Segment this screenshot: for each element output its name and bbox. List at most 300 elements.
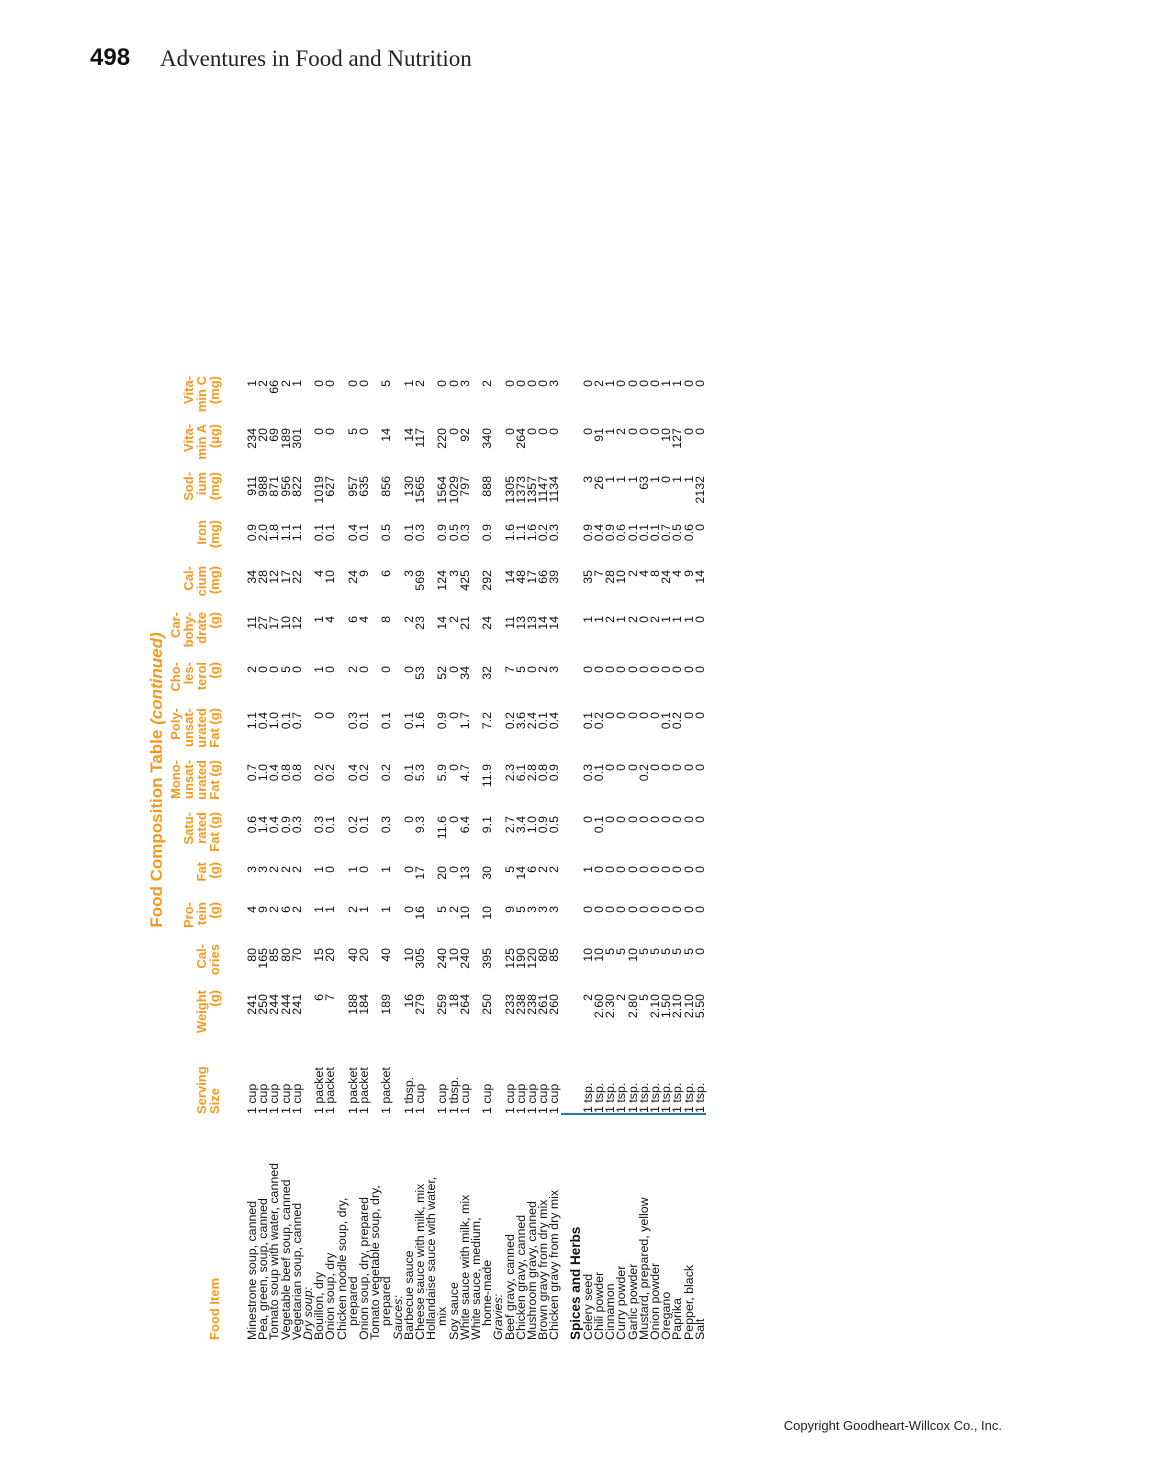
value-cell: 2 bbox=[603, 616, 618, 623]
food-item-cell: Pepper, black bbox=[681, 1264, 696, 1340]
value-cell: 0 bbox=[603, 816, 618, 823]
serving-size-cell: 1 cup bbox=[457, 1083, 472, 1114]
table-row bbox=[337, 374, 348, 1340]
table-row bbox=[684, 374, 695, 1340]
value-cell: 35 bbox=[580, 570, 595, 584]
value-cell: 5 bbox=[513, 906, 528, 913]
value-cell: 0.4 bbox=[547, 712, 562, 730]
book-title: Adventures in Food and Nutrition bbox=[160, 46, 472, 71]
value-cell: 0 bbox=[659, 764, 674, 771]
value-cell: 1 bbox=[312, 906, 327, 913]
value-cell: 2 bbox=[480, 380, 495, 387]
value-cell: 0 bbox=[614, 816, 629, 823]
value-cell: 0 bbox=[614, 764, 629, 771]
table-row bbox=[303, 374, 314, 1340]
value-cell: 569 bbox=[413, 570, 428, 591]
value-cell: 24 bbox=[480, 616, 495, 630]
value-cell: 0 bbox=[659, 906, 674, 913]
value-cell: 0.9 bbox=[547, 764, 562, 782]
value-cell: 1 bbox=[659, 380, 674, 387]
column-header: Fat (g) bbox=[194, 862, 222, 882]
value-cell: 0 bbox=[446, 816, 461, 823]
value-cell: 24 bbox=[659, 570, 674, 584]
value-cell: 1 bbox=[670, 476, 685, 483]
value-cell: 12 bbox=[289, 616, 304, 630]
value-cell: 0 bbox=[681, 666, 696, 673]
value-cell: 2.7 bbox=[502, 816, 517, 834]
value-cell: 0 bbox=[603, 906, 618, 913]
value-cell: 797 bbox=[457, 476, 472, 497]
value-cell: 888 bbox=[480, 476, 495, 497]
value-cell: 0 bbox=[647, 428, 662, 435]
value-cell: 14 bbox=[401, 428, 416, 442]
value-cell: 2 bbox=[536, 666, 551, 673]
value-cell: 305 bbox=[413, 948, 428, 969]
value-cell: 0 bbox=[580, 428, 595, 435]
value-cell: 0 bbox=[446, 428, 461, 435]
value-cell: 52 bbox=[435, 666, 450, 680]
value-cell: 2 bbox=[547, 866, 562, 873]
value-cell: 20 bbox=[323, 948, 338, 962]
value-cell: 0 bbox=[357, 428, 372, 435]
column-header: Mono-unsat-urated Fat (g) bbox=[168, 760, 222, 800]
value-cell: 0.1 bbox=[625, 524, 640, 542]
value-cell: 8 bbox=[647, 570, 662, 577]
value-cell: 20 bbox=[435, 866, 450, 880]
column-header: Cal-ories bbox=[194, 944, 222, 976]
food-item-cell: Cheese sauce with milk, mix bbox=[413, 1183, 428, 1340]
food-item-cell: Dry soup: bbox=[301, 1286, 316, 1340]
value-cell: 3 bbox=[547, 666, 562, 673]
value-cell: 0 bbox=[323, 712, 338, 719]
value-cell: 0.8 bbox=[278, 764, 293, 782]
value-cell: 2 bbox=[446, 616, 461, 623]
value-cell: 0 bbox=[659, 866, 674, 873]
value-cell: 2.0 bbox=[256, 524, 271, 542]
value-cell: 4 bbox=[245, 906, 259, 913]
value-cell: 0 bbox=[603, 666, 618, 673]
value-cell: 0 bbox=[636, 816, 651, 823]
value-cell: 14 bbox=[513, 866, 528, 880]
value-cell: 0 bbox=[625, 764, 640, 771]
value-cell: 0.1 bbox=[536, 712, 551, 730]
value-cell: 189 bbox=[379, 994, 394, 1015]
serving-size-cell: 1 cup bbox=[289, 1083, 304, 1114]
food-item-cell: White sauce with milk, mix bbox=[457, 1194, 472, 1340]
value-cell: 16 bbox=[401, 994, 416, 1008]
value-cell: 13 bbox=[525, 616, 540, 630]
value-cell: 5 bbox=[659, 948, 674, 955]
value-cell: 0 bbox=[267, 666, 282, 673]
value-cell: 0 bbox=[636, 380, 651, 387]
serving-size-cell: 1 cup bbox=[267, 1083, 282, 1114]
table-row bbox=[471, 374, 482, 1340]
value-cell: 3 bbox=[580, 476, 595, 483]
value-cell: 0.9 bbox=[536, 816, 551, 834]
table-row bbox=[661, 374, 672, 1340]
value-cell bbox=[561, 610, 583, 660]
value-cell: 0.1 bbox=[278, 712, 293, 730]
value-cell bbox=[561, 758, 583, 810]
table-row bbox=[325, 374, 336, 1340]
table-row bbox=[381, 374, 392, 1340]
value-cell: 0 bbox=[681, 816, 696, 823]
value-cell: 301 bbox=[289, 428, 304, 449]
serving-size-cell: 1 cup bbox=[245, 1083, 259, 1114]
serving-size-cell: 1 packet bbox=[379, 1067, 394, 1114]
value-cell: 0 bbox=[446, 866, 461, 873]
value-cell: 0.2 bbox=[591, 712, 606, 730]
value-cell: 0 bbox=[692, 380, 707, 387]
value-cell: 11 bbox=[245, 616, 259, 629]
value-cell: 3 bbox=[525, 906, 540, 913]
value-cell: 2 bbox=[591, 380, 606, 387]
value-cell: 1029 bbox=[446, 476, 461, 504]
value-cell: 0 bbox=[659, 816, 674, 823]
serving-size-cell: 1 tsp. bbox=[650, 1040, 661, 1114]
value-cell: 1 bbox=[659, 616, 674, 623]
value-cell: 0.1 bbox=[357, 712, 372, 730]
food-item-cell: Minestrone soup, canned bbox=[245, 1200, 259, 1340]
value-cell: 244 bbox=[267, 994, 282, 1015]
value-cell: 0.6 bbox=[245, 816, 259, 834]
value-cell: 5 bbox=[636, 948, 651, 955]
column-header: Poly-unsat-urated Fat (g) bbox=[168, 708, 222, 748]
value-cell: 0.5 bbox=[670, 524, 685, 542]
value-cell: 63 bbox=[636, 476, 651, 490]
value-cell: 264 bbox=[513, 428, 528, 449]
value-cell: 1 bbox=[379, 906, 394, 913]
value-cell bbox=[561, 706, 583, 758]
value-cell bbox=[561, 518, 583, 564]
value-cell: 0 bbox=[681, 380, 696, 387]
value-cell: 7 bbox=[323, 994, 338, 1001]
serving-size-cell: 1 packet bbox=[323, 1067, 338, 1114]
value-cell: 2132 bbox=[692, 476, 707, 504]
value-cell: 188 bbox=[345, 994, 360, 1015]
column-header: Vita-min C (mg) bbox=[181, 376, 222, 413]
value-cell: 3 bbox=[401, 570, 416, 577]
value-cell: 0 bbox=[647, 380, 662, 387]
value-cell: 2 bbox=[580, 994, 595, 1001]
value-cell: 0 bbox=[692, 764, 707, 771]
value-cell: 3 bbox=[547, 906, 562, 913]
table-row bbox=[247, 374, 258, 1340]
serving-size-cell: 1 tsp. bbox=[684, 1040, 695, 1114]
food-item-cell: Onion powder bbox=[647, 1262, 662, 1340]
value-cell: 0 bbox=[603, 866, 618, 873]
serving-size-cell: 1 tsp. bbox=[672, 1040, 683, 1114]
value-cell: 10 bbox=[659, 428, 674, 442]
food-item-cell: Hollandaise sauce with water, bbox=[424, 1176, 439, 1340]
value-cell: 0.2 bbox=[345, 816, 360, 834]
value-cell: 0.4 bbox=[345, 524, 360, 542]
table-row bbox=[549, 374, 560, 1340]
value-cell: 5.3 bbox=[413, 764, 428, 782]
value-cell: 2 bbox=[401, 616, 416, 623]
value-cell: 20 bbox=[256, 428, 271, 442]
value-cell: 91 bbox=[591, 428, 606, 442]
value-cell: 5 bbox=[636, 994, 651, 1001]
table-title-suffix: (continued) bbox=[147, 632, 166, 725]
value-cell: 5 bbox=[435, 906, 450, 913]
value-cell: 1 bbox=[345, 866, 360, 873]
value-cell: 80 bbox=[536, 948, 551, 962]
value-cell: 5 bbox=[278, 666, 293, 673]
value-cell: 0 bbox=[636, 428, 651, 435]
value-cell: 0.7 bbox=[659, 524, 674, 542]
value-cell: 10 bbox=[457, 906, 472, 920]
value-cell: 0 bbox=[536, 380, 551, 387]
value-cell: 259 bbox=[435, 994, 450, 1015]
value-cell: 0.6 bbox=[614, 524, 629, 542]
value-cell: 0.9 bbox=[245, 524, 259, 542]
value-cell: 0.1 bbox=[636, 524, 651, 542]
serving-size-cell: 1 packet bbox=[345, 1067, 360, 1114]
value-cell: 9 bbox=[256, 906, 271, 913]
serving-size-cell: 1 tsp. bbox=[695, 1040, 706, 1114]
value-cell: 2 bbox=[625, 616, 640, 623]
food-item-cell: Mushroom gravy, canned bbox=[525, 1201, 540, 1340]
table-row bbox=[426, 374, 437, 1340]
serving-size-cell bbox=[561, 1040, 583, 1114]
value-cell: 244 bbox=[278, 994, 293, 1015]
value-cell: 10 bbox=[323, 570, 338, 584]
serving-size-cell: 1 cup bbox=[502, 1083, 517, 1114]
value-cell: 10 bbox=[625, 948, 640, 962]
value-cell: 9 bbox=[502, 906, 517, 913]
value-cell bbox=[561, 900, 583, 942]
value-cell: 0 bbox=[614, 712, 629, 719]
page-number: 498 bbox=[90, 44, 131, 71]
value-cell: 0 bbox=[681, 764, 696, 771]
value-cell: 6 bbox=[379, 570, 394, 577]
value-cell: 0.2 bbox=[379, 764, 394, 782]
value-cell: 14 bbox=[379, 428, 394, 442]
value-cell: 2 bbox=[267, 906, 282, 913]
value-cell: 124 bbox=[435, 570, 450, 591]
value-cell: 9.3 bbox=[413, 816, 428, 834]
serving-size-cell: 1 tsp. bbox=[639, 1040, 650, 1114]
value-cell: 5.9 bbox=[435, 764, 450, 782]
value-cell: 0 bbox=[636, 616, 651, 623]
value-cell: 2 bbox=[614, 994, 629, 1001]
value-cell: 0.4 bbox=[267, 816, 282, 834]
value-cell: 395 bbox=[480, 948, 495, 969]
value-cell: 1.0 bbox=[525, 816, 540, 834]
value-cell: 0 bbox=[401, 816, 416, 823]
value-cell: 11 bbox=[502, 616, 517, 629]
value-cell bbox=[561, 660, 583, 706]
value-cell: 0 bbox=[323, 666, 338, 673]
value-cell: 23 bbox=[413, 616, 428, 630]
value-cell: 0.1 bbox=[357, 816, 372, 834]
value-cell: 10 bbox=[614, 570, 629, 584]
value-cell: 14 bbox=[502, 570, 517, 584]
value-cell: 0.3 bbox=[345, 712, 360, 730]
value-cell: 1 bbox=[401, 380, 416, 387]
value-cell: 4 bbox=[636, 570, 651, 577]
value-cell: 988 bbox=[256, 476, 271, 497]
value-cell: 0 bbox=[591, 866, 606, 873]
table-row bbox=[594, 374, 605, 1340]
value-cell: 0 bbox=[502, 428, 517, 435]
value-cell: 0.3 bbox=[457, 524, 472, 542]
value-cell: 0 bbox=[591, 906, 606, 913]
column-header: Car-bohy-drate (g) bbox=[168, 612, 222, 648]
serving-size-cell: 1 tsp. bbox=[594, 1040, 605, 1114]
value-cell: 17 bbox=[413, 866, 428, 880]
serving-size-cell: 1 tbsp. bbox=[401, 1076, 416, 1114]
serving-size-cell: 1 tsp. bbox=[616, 1040, 627, 1114]
table-row bbox=[628, 374, 639, 1340]
value-cell: 5 bbox=[379, 380, 394, 387]
value-cell: 27 bbox=[256, 616, 271, 630]
value-cell: 1 bbox=[289, 380, 304, 387]
value-cell: 0 bbox=[446, 666, 461, 673]
food-item-cell: prepared bbox=[345, 1276, 360, 1326]
value-cell: 6.1 bbox=[513, 764, 528, 782]
serving-size-cell: 1 cup bbox=[278, 1083, 293, 1114]
value-cell: 0 bbox=[681, 906, 696, 913]
value-cell: 2 bbox=[256, 380, 271, 387]
value-cell: 0 bbox=[636, 712, 651, 719]
value-cell: 2 bbox=[267, 866, 282, 873]
value-cell: 0.3 bbox=[580, 764, 595, 782]
value-cell: 2 bbox=[446, 906, 461, 913]
column-header: Sod-ium (mg) bbox=[181, 472, 222, 501]
value-cell: 80 bbox=[278, 948, 293, 962]
value-cell: 1 bbox=[312, 666, 327, 673]
value-cell: 2 bbox=[536, 866, 551, 873]
value-cell: 0 bbox=[614, 906, 629, 913]
value-cell: 0.2 bbox=[536, 524, 551, 542]
food-item-cell: prepared bbox=[379, 1276, 394, 1326]
value-cell: 1305 bbox=[502, 476, 517, 504]
value-cell: 0 bbox=[625, 712, 640, 719]
value-cell: 260 bbox=[547, 994, 562, 1015]
value-cell: 1 bbox=[625, 476, 640, 483]
value-cell: 28 bbox=[256, 570, 271, 584]
value-cell: 0 bbox=[401, 906, 416, 913]
value-cell bbox=[561, 942, 583, 988]
value-cell: 85 bbox=[547, 948, 562, 962]
value-cell: 1.0 bbox=[267, 712, 282, 730]
value-cell: 1.4 bbox=[256, 816, 271, 834]
serving-size-cell: 1 cup bbox=[413, 1083, 428, 1114]
value-cell: 6 bbox=[278, 906, 293, 913]
value-cell: 0 bbox=[692, 428, 707, 435]
value-cell: 0 bbox=[357, 666, 372, 673]
value-cell: 5 bbox=[681, 948, 696, 955]
value-cell: 0 bbox=[513, 380, 528, 387]
value-cell: 40 bbox=[345, 948, 360, 962]
serving-size-cell: 1 cup bbox=[547, 1083, 562, 1114]
value-cell: 0 bbox=[670, 666, 685, 673]
value-cell: 0.9 bbox=[580, 524, 595, 542]
value-cell: 2 bbox=[289, 906, 304, 913]
value-cell bbox=[561, 564, 583, 610]
value-cell: 0.1 bbox=[323, 524, 338, 542]
value-cell: 635 bbox=[357, 476, 372, 497]
value-cell: 6 bbox=[345, 616, 360, 623]
value-cell: 1 bbox=[580, 866, 595, 873]
value-cell: 261 bbox=[536, 994, 551, 1015]
table-row bbox=[314, 374, 325, 1340]
value-cell: 0 bbox=[625, 666, 640, 673]
value-cell: 1019 bbox=[312, 476, 327, 504]
value-cell: 117 bbox=[413, 428, 428, 448]
column-header: Serving Size bbox=[194, 1066, 222, 1114]
value-cell: 0 bbox=[446, 380, 461, 387]
value-cell: 0.2 bbox=[312, 764, 327, 782]
value-cell: 5 bbox=[603, 948, 618, 955]
value-cell: 165 bbox=[256, 948, 271, 969]
table-row bbox=[460, 374, 471, 1340]
value-cell: 17 bbox=[278, 570, 293, 584]
value-cell: 20 bbox=[357, 948, 372, 962]
food-item-cell: Celery seed bbox=[580, 1273, 595, 1340]
value-cell: 127 bbox=[670, 428, 685, 449]
value-cell: 0 bbox=[401, 666, 416, 673]
table-row bbox=[672, 374, 683, 1340]
food-item-cell: Mustard, prepared, yellow bbox=[636, 1197, 651, 1340]
value-cell: 2 bbox=[245, 666, 259, 673]
value-cell: 0.1 bbox=[580, 712, 595, 730]
value-cell: 0.1 bbox=[401, 764, 416, 782]
value-cell: 0 bbox=[345, 380, 360, 387]
value-cell: 0 bbox=[692, 906, 707, 913]
serving-size-cell: 1 tsp. bbox=[605, 1040, 616, 1114]
table-row bbox=[482, 374, 493, 1340]
value-cell: 0.3 bbox=[312, 816, 327, 834]
value-cell: 0.1 bbox=[659, 712, 674, 730]
value-cell: 1565 bbox=[413, 476, 428, 504]
value-cell: 2.10 bbox=[647, 994, 662, 1019]
value-cell: 1 bbox=[614, 476, 629, 483]
value-cell: 0 bbox=[536, 428, 551, 435]
value-cell: 2.30 bbox=[603, 994, 618, 1019]
value-cell: 0.1 bbox=[357, 524, 372, 542]
value-cell: 5 bbox=[647, 948, 662, 955]
food-item-cell: Tomato vegetable soup, dry, bbox=[368, 1185, 383, 1340]
value-cell: 0 bbox=[435, 380, 450, 387]
value-cell: 11.6 bbox=[435, 816, 450, 840]
value-cell: 1.8 bbox=[267, 524, 282, 542]
food-item-cell: Salt bbox=[692, 1318, 707, 1340]
value-cell: 0.1 bbox=[312, 524, 327, 542]
table-row bbox=[527, 374, 538, 1340]
value-cell: 0 bbox=[312, 712, 327, 719]
value-cell: 0 bbox=[625, 866, 640, 873]
value-cell: 53 bbox=[413, 666, 428, 680]
value-cell: 1 bbox=[603, 476, 618, 483]
value-cell: 16 bbox=[413, 906, 428, 920]
value-cell: 17 bbox=[267, 616, 282, 630]
value-cell: 0 bbox=[256, 666, 271, 673]
food-item-cell: Sauces: bbox=[390, 1295, 405, 1340]
table-row bbox=[292, 374, 303, 1340]
value-cell: 125 bbox=[502, 948, 517, 969]
value-cell: 0.3 bbox=[413, 524, 428, 542]
value-cell: 425 bbox=[457, 570, 472, 591]
value-cell: 0 bbox=[525, 380, 540, 387]
value-cell: 0 bbox=[525, 428, 540, 435]
value-cell: 0 bbox=[692, 816, 707, 823]
value-cell bbox=[561, 810, 583, 860]
value-cell: 0 bbox=[636, 906, 651, 913]
value-cell: 0 bbox=[580, 380, 595, 387]
